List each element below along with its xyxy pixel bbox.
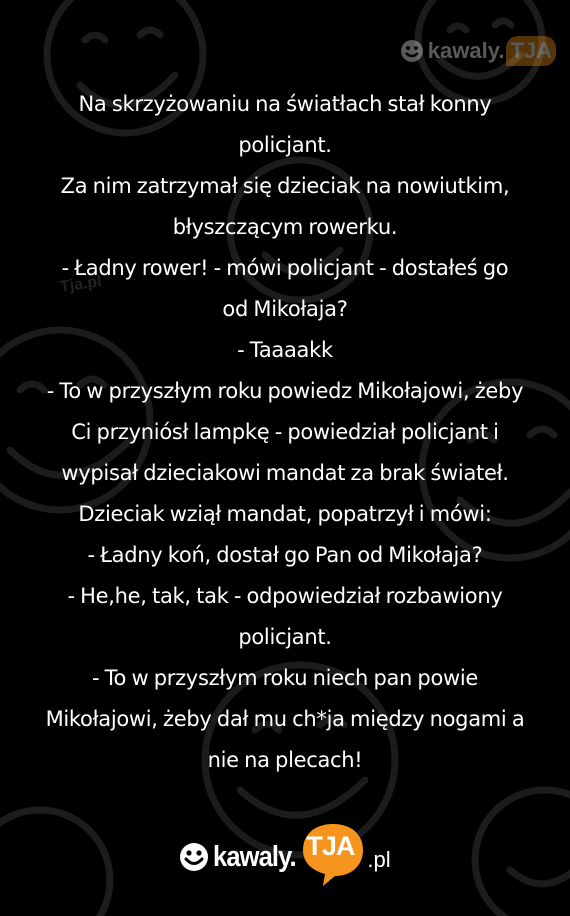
joke-line: Mikołajowi, żeby dał mu ch*ja między nogami a xyxy=(45,707,525,731)
joke-line: - Taaaakk xyxy=(237,338,333,362)
joke-line: - Ładny rower! - mówi policjant - dostałeś go xyxy=(61,256,509,280)
top-logo-tja: TJA xyxy=(506,36,556,66)
joke-line: błyszczącym rowerku. xyxy=(172,215,398,239)
joke-line: - He,he, tak, tak - odpowiedział rozbawiony xyxy=(67,584,503,608)
smiley-icon xyxy=(179,842,209,872)
joke-line: - To w przyszłym roku powiedz Mikołajowi, żeby xyxy=(46,379,524,403)
joke-line: Za nim zatrzymał się dzieciak na nowiutkim, xyxy=(60,174,510,198)
joke-line: - Ładny koń, dostał go Pan od Mikołaja? xyxy=(87,543,483,567)
joke-line: policjant. xyxy=(238,133,332,157)
tja-text: TJA xyxy=(306,830,355,861)
joke-line: Ci przyniósł lampkę - powiedział policjant i xyxy=(71,420,499,444)
logo-suffix: .pl xyxy=(367,847,391,872)
joke-text xyxy=(20,84,550,781)
joke-line: - To w przyszłym roku niech pan powie xyxy=(91,666,479,690)
smiley-icon xyxy=(400,39,424,63)
small-watermark: Tja.pl xyxy=(58,273,103,296)
joke-line: od Mikołaja? xyxy=(222,297,348,321)
joke-line: wypisał dzieciakowi mandat za brak świateł. xyxy=(61,461,509,485)
brand-logo[interactable] xyxy=(0,822,570,892)
joke-line: policjant. xyxy=(238,625,332,649)
joke-line: nie na plecach! xyxy=(207,748,363,772)
top-logo-word: kawaly. xyxy=(427,38,505,63)
joke-line: Dzieciak wziął mandat, popatrzył i mówi: xyxy=(78,502,492,526)
top-watermark-logo xyxy=(400,26,556,76)
logo-word: kawaly. xyxy=(213,840,297,873)
joke-line: Na skrzyżowaniu na światłach stał konny xyxy=(78,92,492,116)
tja-badge xyxy=(301,822,365,893)
